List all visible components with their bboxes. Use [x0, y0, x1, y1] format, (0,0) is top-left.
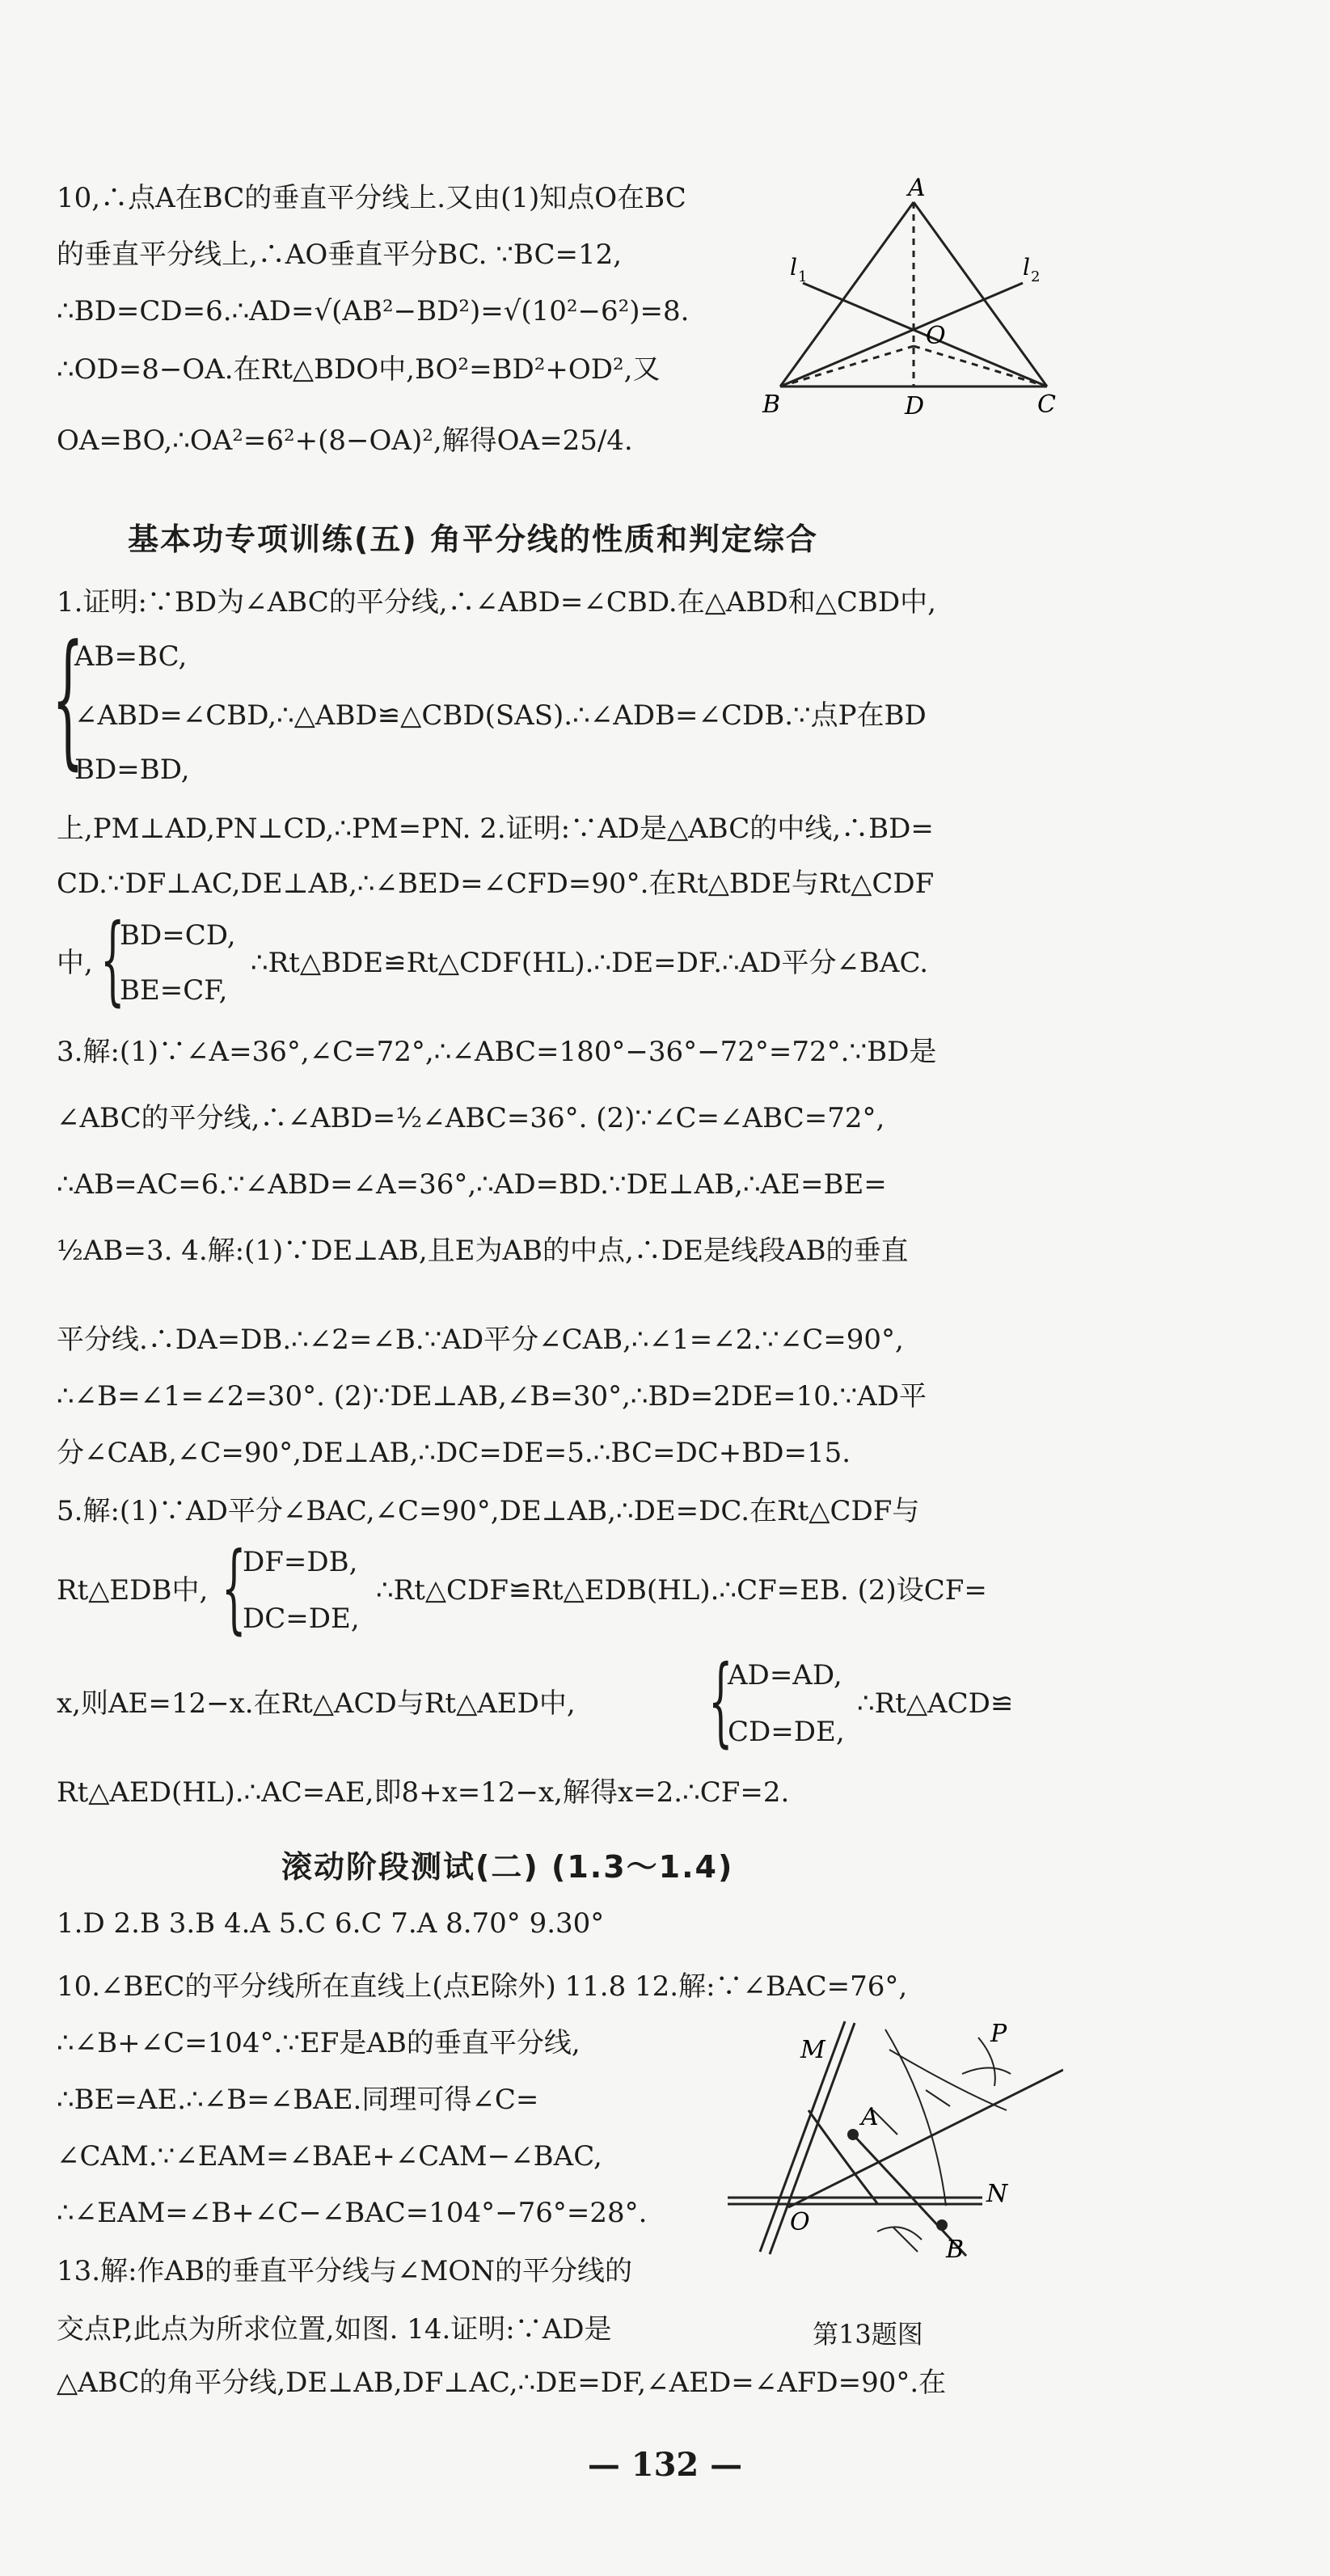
point-b-dot — [936, 2219, 948, 2231]
triangle-figure — [756, 178, 1063, 437]
text-line: 13.解:作AB的垂直平分线与∠MON的平分线的 — [57, 2255, 632, 2287]
figure-label: O — [926, 322, 946, 350]
text-line: 中, — [57, 947, 93, 979]
text-line: 1.证明:∵BD为∠ABC的平分线,∴∠ABD=∠CBD.在△ABD和△CBD中, — [57, 586, 936, 619]
text-line: 分∠CAB,∠C=90°,DE⊥AB,∴DC=DE=5.∴BC=DC+BD=15. — [57, 1437, 851, 1469]
figure-label: C — [1037, 391, 1056, 419]
text-line: ½AB=3. 4.解:(1)∵DE⊥AB,且E为AB的中点,∴DE是线段AB的垂直 — [57, 1235, 909, 1267]
text-line: ∴BE=AE.∴∠B=∠BAE.同理可得∠C= — [57, 2084, 539, 2116]
text-line: DF=DB, — [243, 1546, 358, 1578]
text-line: ∴AB=AC=6.∵∠ABD=∠A=36°,∴AD=BD.∵DE⊥AB,∴AE=BE= — [57, 1168, 887, 1201]
figure-label: A — [908, 178, 926, 202]
system-brace: { — [222, 1532, 247, 1645]
text-line: OA=BO,∴OA²=6²+(8−OA)²,解得OA=25/4. — [57, 424, 633, 457]
text-line: CD=DE, — [728, 1716, 845, 1748]
text-line: ∴∠B=∠1=∠2=30°. (2)∵DE⊥AB,∠B=30°,∴BD=2DE=10.∵AD平 — [57, 1380, 927, 1413]
text-line: ∴∠B+∠C=104°.∵EF是AB的垂直平分线, — [57, 2027, 581, 2059]
figure-label: 1 — [798, 268, 808, 285]
text-line: BE=CF, — [120, 974, 228, 1007]
page-number: — 132 — — [587, 2446, 743, 2484]
figure-label: 2 — [1031, 268, 1041, 285]
text-line: AB=BC, — [74, 640, 188, 673]
text-line: △ABC的角平分线,DE⊥AB,DF⊥AC,∴DE=DF,∠AED=∠AFD=90°.在 — [57, 2367, 947, 2399]
figure-caption: 第13题图 — [813, 2319, 923, 2350]
text-line: ∠ABC的平分线,∴∠ABD=½∠ABC=36°. (2)∵∠C=∠ABC=72°, — [57, 1102, 885, 1134]
text-line: BD=CD, — [120, 919, 236, 952]
text-line: ∴BD=CD=6.∴AD=√(AB²−BD²)=√(10²−6²)=8. — [57, 295, 690, 327]
system-brace: { — [100, 904, 125, 1016]
text-line: x,则AE=12−x.在Rt△ACD与Rt△AED中, — [57, 1687, 576, 1720]
figure-label: B — [946, 2236, 965, 2264]
text-line: ∠ABD=∠CBD,∴△ABD≌△CBD(SAS).∴∠ADB=∠CDB.∵点P在BD — [74, 699, 927, 732]
text-line: CD.∵DF⊥AC,DE⊥AB,∴∠BED=∠CFD=90°.在Rt△BDE与Rt△CDF — [57, 868, 935, 900]
figure-label: B — [762, 391, 781, 419]
figure-label: l — [790, 254, 797, 281]
figure-label: A — [861, 2103, 879, 2131]
figure-label: D — [905, 392, 925, 420]
figure-label: M — [800, 2036, 825, 2064]
section-heading: 滚动阶段测试(二) (1.3～1.4) — [281, 1849, 734, 1885]
text-line: 10,∴点A在BC的垂直平分线上.又由(1)知点O在BC — [57, 182, 686, 214]
text-line: 1.D 2.B 3.B 4.A 5.C 6.C 7.A 8.70° 9.30° — [57, 1907, 605, 1940]
text-line: 10.∠BEC的平分线所在直线上(点E除外) 11.8 12.解:∵∠BAC=76°, — [57, 1970, 908, 2003]
figure-label: P — [990, 2020, 1007, 2048]
figure-label: l — [1023, 254, 1030, 281]
text-line: 交点P,此点为所求位置,如图. 14.证明:∵AD是 — [57, 2313, 612, 2346]
text-line: 5.解:(1)∵AD平分∠BAC,∠C=90°,DE⊥AB,∴DE=DC.在Rt△CDF与 — [57, 1495, 920, 1527]
text-line: BD=BD, — [74, 754, 190, 786]
text-line: ∴Rt△ACD≌ — [857, 1687, 1014, 1720]
text-line: Rt△EDB中, — [57, 1574, 209, 1607]
text-line: Rt△AED(HL).∴AC=AE,即8+x=12−x,解得x=2.∴CF=2. — [57, 1776, 790, 1809]
text-line: ∴∠EAM=∠B+∠C−∠BAC=104°−76°=28°. — [57, 2197, 648, 2229]
system-brace: { — [52, 614, 85, 783]
text-line: 平分线.∴DA=DB.∴∠2=∠B.∵AD平分∠CAB,∴∠1=∠2.∵∠C=90°, — [57, 1324, 904, 1356]
text-line: ∠CAM.∵∠EAM=∠BAE+∠CAM−∠BAC, — [57, 2140, 602, 2173]
text-line: AD=AD, — [728, 1659, 842, 1691]
figure-label: O — [790, 2208, 810, 2236]
text-line: 上,PM⊥AD,PN⊥CD,∴PM=PN. 2.证明:∵AD是△ABC的中线,∴BD= — [57, 813, 934, 845]
construction-figure — [716, 2013, 1063, 2280]
text-line: DC=DE, — [243, 1603, 360, 1635]
section-heading: 基本功专项训练(五) 角平分线的性质和判定综合 — [128, 522, 818, 557]
text-line: ∴OD=8−OA.在Rt△BDO中,BO²=BD²+OD²,又 — [57, 353, 661, 386]
text-line: ∴Rt△BDE≌Rt△CDF(HL).∴DE=DF.∴AD平分∠BAC. — [251, 947, 929, 979]
text-line: ∴Rt△CDF≌Rt△EDB(HL).∴CF=EB. (2)设CF= — [376, 1574, 987, 1607]
point-a-dot — [847, 2129, 859, 2140]
text-line: 3.解:(1)∵∠A=36°,∠C=72°,∴∠ABC=180°−36°−72°=72°.∵BD是 — [57, 1036, 937, 1068]
text-line: 的垂直平分线上,∴AO垂直平分BC. ∵BC=12, — [57, 239, 623, 271]
system-brace: { — [708, 1645, 733, 1758]
figure-label: N — [986, 2180, 1008, 2208]
